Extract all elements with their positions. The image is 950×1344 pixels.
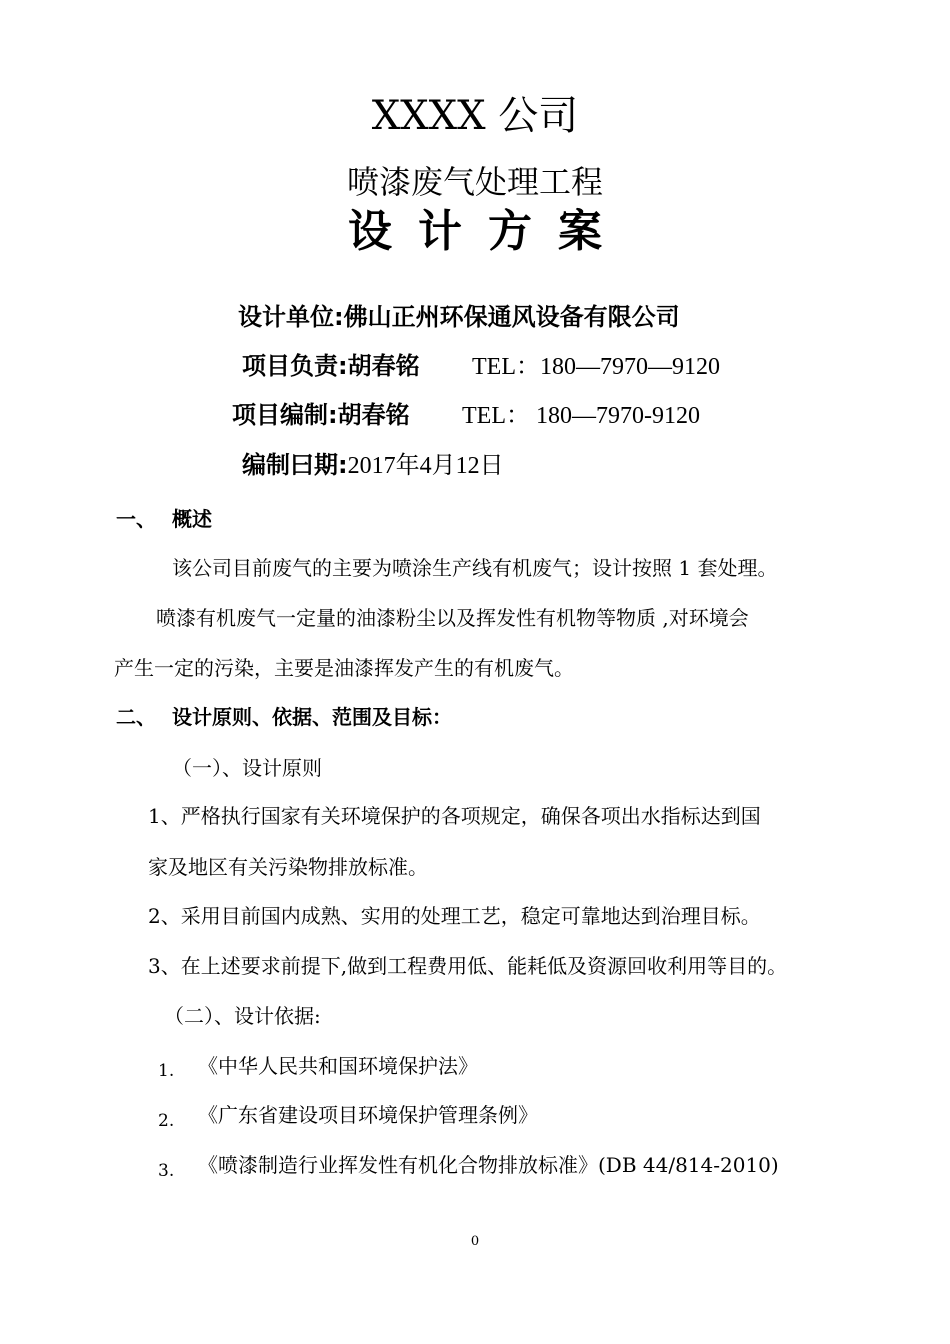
compile-date-value: 2017年4月12日 [347,453,504,479]
basis-3-number: 3. [158,1161,175,1181]
principle-1-line-2: 家及地区有关污染物排放标准。 [148,855,428,879]
basis-2-number: 2. [158,1111,175,1131]
project-leader-name: 胡春铭 [347,352,420,380]
section-1-paragraph-1: 该公司目前废气的主要为喷涂生产线有机废气；设计按照 1 套处理。 [172,556,778,580]
project-editor-name: 胡春铭 [337,401,410,429]
project-editor-label: 项目编制: [232,401,338,429]
compile-date-label: 编制曰期: [242,451,348,479]
basis-1-text: 《中华人民共和国环境保护法》 [198,1054,478,1078]
design-unit-value: 佛山正州环保通风设备有限公司 [343,303,680,331]
project-leader-tel [472,351,720,382]
project-editor-tel [462,400,700,431]
principle-2: 2、采用目前国内成熟、实用的处理工艺，稳定可靠地达到治理目标。 [148,904,761,928]
project-editor-line [232,400,410,430]
project-leader-label: 项目负责: [242,352,348,380]
principle-3: 3、在上述要求前提下,做到工程费用低、能耗低及资源回收利用等目的。 [148,954,788,978]
section-1-paragraph-2-line-1: 喷漆有机废气一定量的油漆粉尘以及挥发性有机物等物质 ,对环境会 [156,606,749,630]
project-title: 喷漆废气处理工程 [346,163,603,201]
project-leader-tel-value: TEL：180—7970—9120 [472,354,720,380]
company-title: XXXX 公司 [371,93,579,139]
subsection-basis-title: （二）、设计依据: [164,1004,321,1028]
section-2-title: 设计原则、依据、范围及目标： [172,705,452,729]
section-2-number: 二、 [116,705,156,729]
project-editor-tel-value: TEL： 180—7970-9120 [462,403,700,429]
compile-date-line [242,450,504,481]
basis-2-text: 《广东省建设项目环境保护管理条例》 [198,1103,538,1127]
section-1-number: 一、 [116,507,156,531]
design-unit-label: 设计单位: [238,303,344,331]
document-type-title: 设计方案 [348,206,628,257]
section-1-paragraph-2-line-2: 产生一定的污染，主要是油漆挥发产生的有机废气。 [114,656,574,680]
subsection-principles-title: （一）、设计原则 [172,756,322,780]
basis-1-number: 1. [158,1061,175,1081]
basis-3-text: 《喷漆制造行业挥发性有机化合物排放标准》(DB 44/814-2010) [198,1153,779,1177]
design-unit-line [238,302,680,332]
page-number: 0 [470,1234,480,1249]
project-leader-line [242,351,420,381]
section-1-title: 概述 [172,507,212,531]
principle-1-line-1: 1、严格执行国家有关环境保护的各项规定，确保各项出水指标达到国 [148,804,761,828]
